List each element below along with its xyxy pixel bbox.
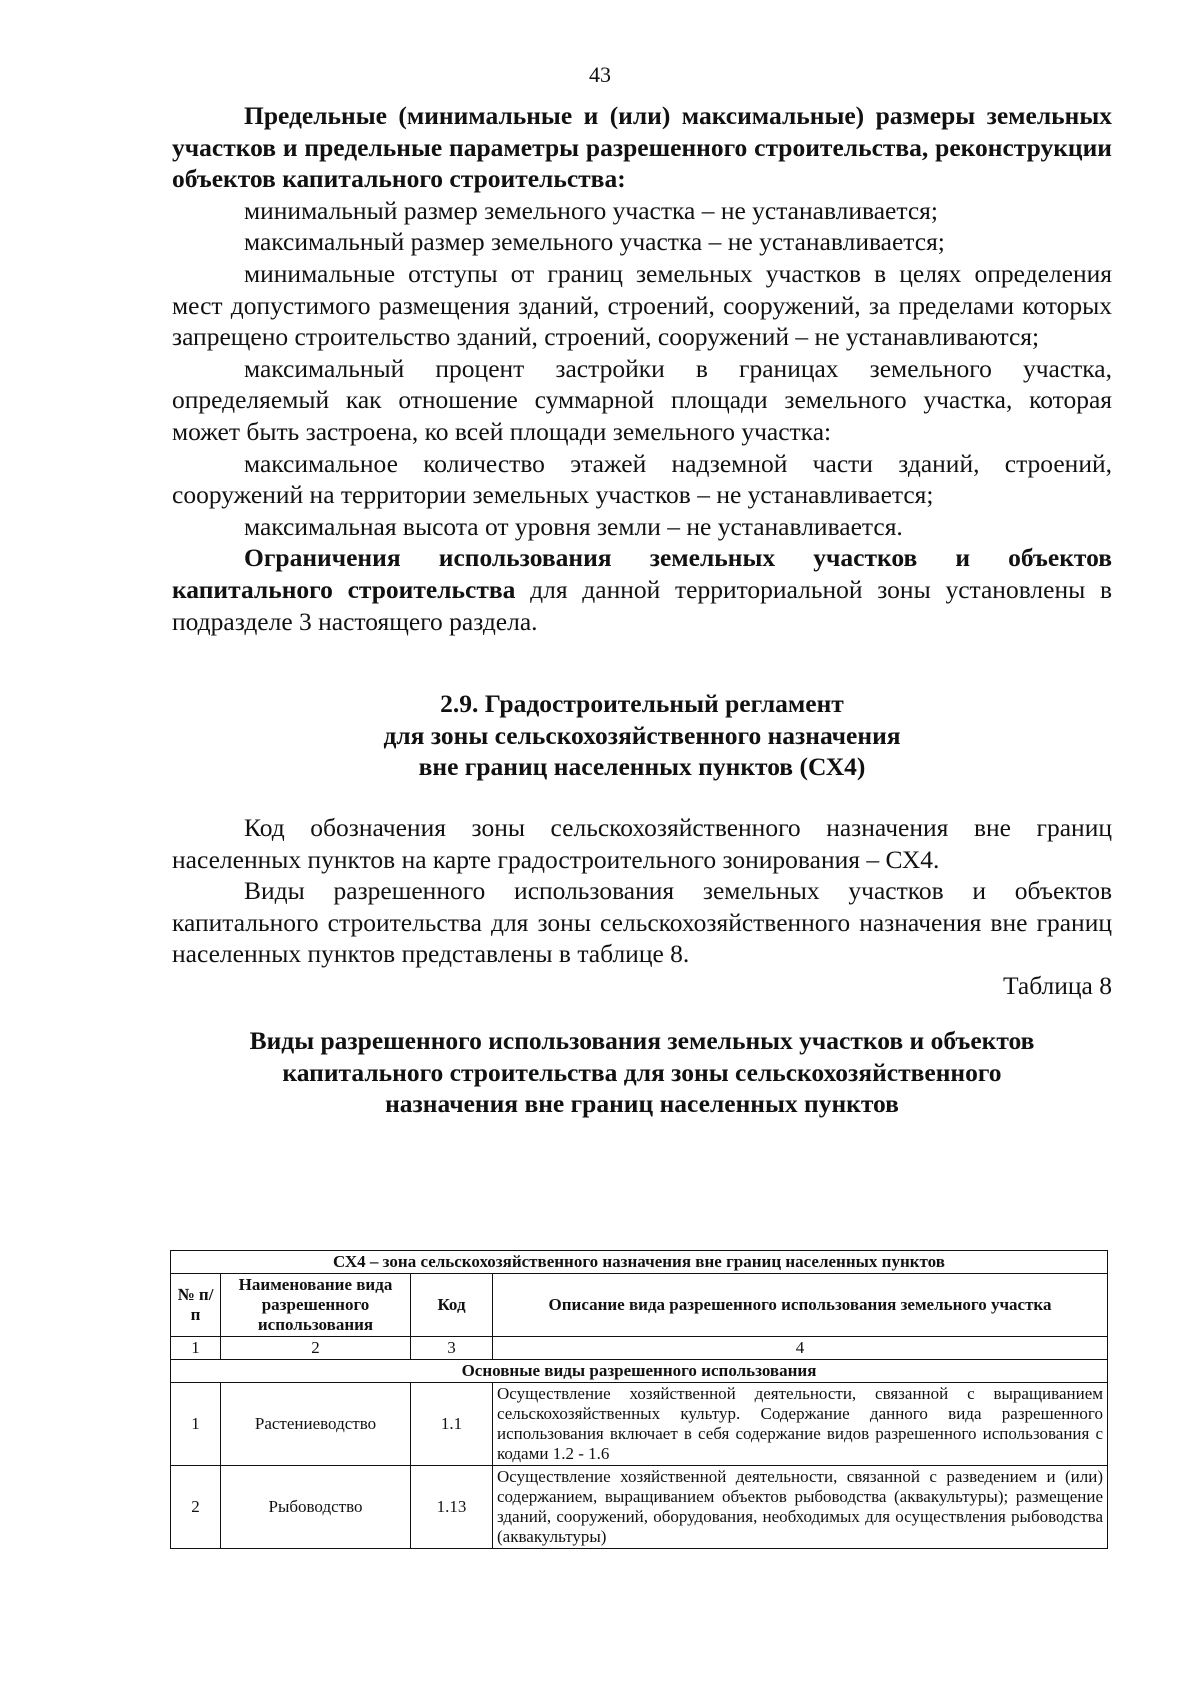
row-num-cell: 2: [171, 1466, 221, 1549]
page-number: 43: [589, 62, 611, 87]
zone-code-paragraph: Код обозначения зоны сельскохозяйственного назначения вне границ населенных пунктов на карте градостроительного зонирования – СХ4.: [172, 813, 1112, 874]
limit-item: максимальный размер земельного участка – не устанавливается;: [244, 227, 945, 257]
restrictions-paragraph: [172, 542, 1112, 637]
colnum-cell: 1: [171, 1337, 221, 1360]
row-desc-cell: Осуществление хозяйственной деятельности, связанной с разведением и (или) содержанием, выращиванием объектов рыбоводства (аквакультуры); размещение зданий, сооружений, оборудования, необходимых для осуществления рыбоводства (аквакультуры): [493, 1466, 1108, 1549]
colnum-cell: 2: [221, 1337, 411, 1360]
section-title: [172, 688, 1112, 783]
section-title-line: вне границ населенных пунктов (СХ4): [418, 752, 866, 782]
table-colnum-row: [171, 1337, 1108, 1360]
table-group-row: [171, 1360, 1108, 1383]
limits-heading: Предельные (минимальные и (или) максимальные) размеры земельных участков и предельные параметры разрешенного строительства, реконструкции объектов капитального строительства:: [172, 101, 1112, 194]
table-title-line: Виды разрешенного использования земельных участков и объектов: [249, 1026, 1035, 1055]
row-name-cell: Рыбоводство: [221, 1466, 411, 1549]
restrictions-bold: Ограничения использования земельных участков и объектов капитального строительства: [172, 543, 1112, 604]
limit-item: максимальная высота от уровня земли – не устанавливается.: [244, 511, 903, 541]
limits-block: [172, 100, 1112, 637]
table-row: [171, 1466, 1108, 1549]
limit-item: максимальный процент застройки в границах земельного участка, определяемый как отношение суммарной площади земельного участка, которая может быть застроена, ко всей площади земельного участка:: [172, 353, 1112, 446]
row-name-cell: Растениеводство: [221, 1383, 411, 1466]
colnum-cell: 4: [493, 1337, 1108, 1360]
zone-header-cell: СХ4 – зона сельскохозяйственного назначения вне границ населенных пунктов: [171, 1251, 1108, 1274]
table-title: [172, 1025, 1112, 1120]
group-main-cell: Основные виды разрешенного использования: [171, 1360, 1108, 1383]
limit-item: максимальное количество этажей надземной части зданий, строений, сооружений на территории земельных участков – не устанавливается;: [172, 448, 1112, 510]
table-header-row: [171, 1274, 1108, 1337]
permitted-uses-table: [170, 1250, 1108, 1549]
limit-item: минимальный размер земельного участка – не устанавливается;: [244, 195, 938, 225]
section-body: [172, 812, 1112, 1002]
row-num-cell: 1: [171, 1383, 221, 1466]
row-code-cell: 1.13: [411, 1466, 493, 1549]
restrictions-rest: для данной территориальной зоны установлены в подразделе 3 настоящего раздела.: [172, 574, 1113, 636]
colnum-cell: 3: [411, 1337, 493, 1360]
limit-item: минимальные отступы от границ земельных участков в целях определения мест допустимого размещения зданий, строений, сооружений, за пределами которых запрещено строительство зданий, строений, сооружений – не устанавливаются;: [172, 258, 1112, 352]
header-num-cell: № п/п: [171, 1274, 221, 1337]
table-title-line: назначения вне границ населенных пунктов: [385, 1089, 899, 1119]
header-code-cell: Код: [411, 1274, 493, 1337]
header-name-cell: Наименование вида разрешенного использования: [221, 1274, 411, 1337]
table-title-line: капитального строительства для зоны сельскохозяйственного: [282, 1057, 1002, 1087]
row-desc-cell: Осуществление хозяйственной деятельности, связанной с выращиванием сельскохозяйственных культур. Содержание данного вида разрешенного использования включает в себя содержание видов разрешенного использования с кодами 1.2 - 1.6: [493, 1383, 1108, 1466]
table-row: [171, 1383, 1108, 1466]
header-desc-cell: Описание вида разрешенного использования земельного участка: [493, 1274, 1108, 1337]
table-zone-row: [171, 1251, 1108, 1274]
section-title-line: 2.9. Градостроительный регламент: [440, 689, 844, 718]
zone-uses-paragraph: Виды разрешенного использования земельных участков и объектов капитального строительства для зоны сельскохозяйственного назначения вне границ населенных пунктов представлены в таблице 8.: [172, 876, 1112, 969]
row-code-cell: 1.1: [411, 1383, 493, 1466]
table-label: Таблица 8: [1002, 970, 1112, 1000]
section-title-line: для зоны сельскохозяйственного назначения: [383, 720, 901, 750]
